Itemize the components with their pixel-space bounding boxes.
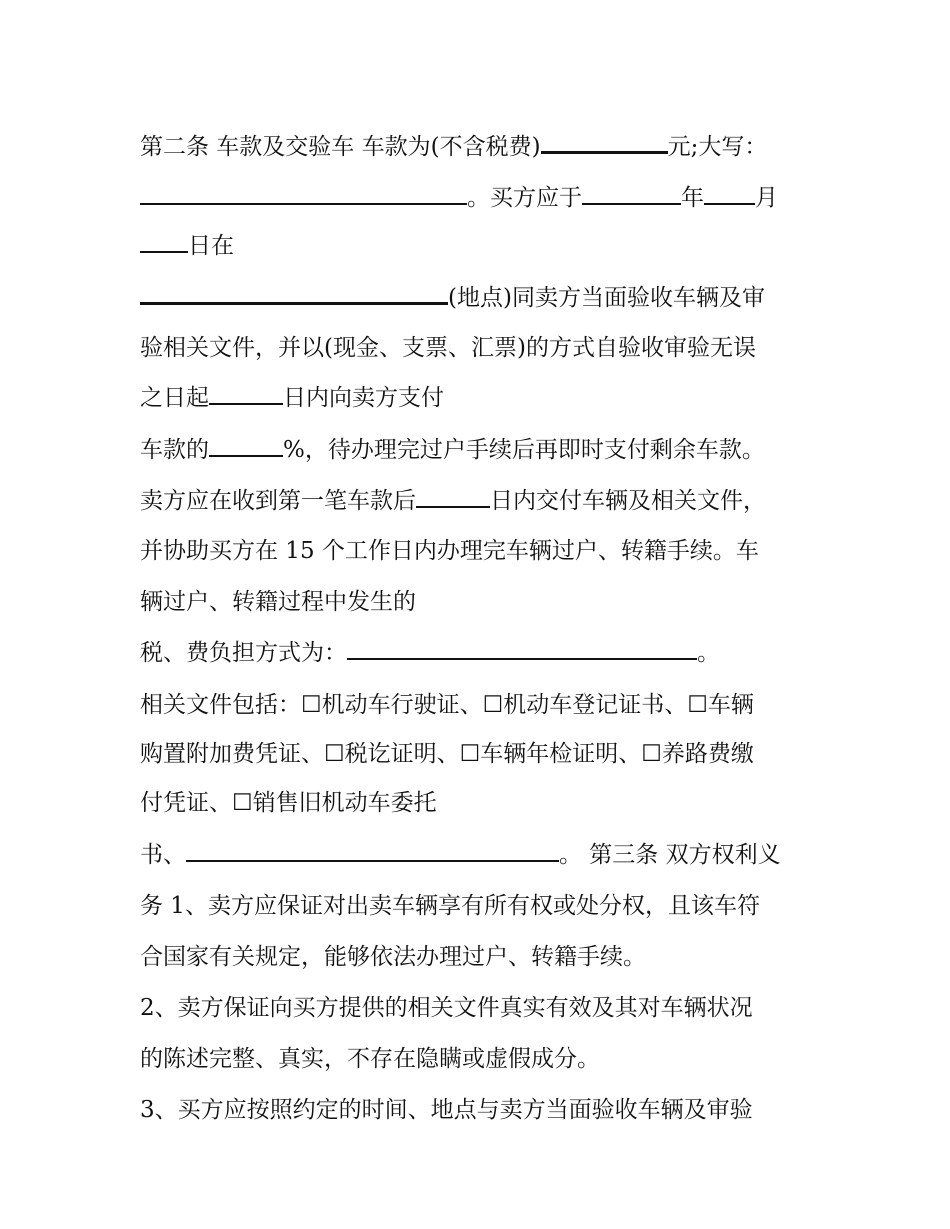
text-segment: 日内交付车辆及相关文件， — [490, 488, 766, 514]
text-segment: 年 — [681, 185, 704, 211]
text-line — [140, 534, 820, 568]
text-line — [140, 585, 820, 619]
text-line — [140, 229, 820, 263]
text-segment: 并协助买方在 15 个工作日内办理完车辆过户、转籍手续。车 — [140, 538, 759, 564]
text-line — [140, 1093, 820, 1127]
text-segment: 。买方应于 — [467, 185, 582, 211]
text-segment: 。 — [697, 640, 720, 666]
text-segment: 元;大写： — [667, 134, 768, 160]
text-segment: 书、 — [140, 842, 186, 868]
fill-in-blank — [209, 383, 283, 405]
text-segment: 卖方应在收到第一笔车款后 — [140, 488, 416, 514]
fill-in-blank — [704, 183, 755, 205]
text-line — [140, 381, 820, 415]
text-segment: 之日起 — [140, 385, 209, 411]
fill-in-blank — [140, 231, 188, 253]
text-line — [140, 636, 820, 670]
fill-in-blank — [140, 282, 448, 305]
text-line — [140, 484, 820, 518]
text-segment: 购置附加费凭证、☐税讫证明、☐车辆年检证明、☐养路费缴 — [140, 741, 754, 767]
text-segment: 。 第三条 双方权利义 — [559, 842, 781, 868]
text-line — [140, 331, 820, 365]
text-line — [140, 130, 820, 164]
fill-in-blank — [209, 435, 283, 457]
text-segment: 付凭证、☐销售旧机动车委托 — [140, 790, 437, 816]
text-segment: 日在 — [188, 233, 234, 259]
text-segment: 月 — [755, 185, 778, 211]
text-segment: 务 1、卖方应保证对出卖车辆享有所有权或处分权，且该车符 — [140, 893, 760, 919]
text-line — [140, 181, 820, 215]
text-line — [140, 433, 820, 467]
text-line — [140, 838, 820, 872]
text-line — [140, 889, 820, 923]
text-segment: 税、费负担方式为： — [140, 640, 347, 666]
text-line — [140, 281, 820, 315]
text-segment: 第二条 车款及交验车 车款为(不含税费) — [140, 134, 541, 160]
text-line — [140, 786, 820, 820]
text-segment: 车款的 — [140, 437, 209, 463]
text-segment: 2、卖方保证向买方提供的相关文件真实有效及其对车辆状况 — [140, 995, 753, 1021]
text-segment: 合国家有关规定，能够依法办理过户、转籍手续。 — [140, 944, 646, 970]
text-segment: 的陈述完整、真实，不存在隐瞒或虚假成分。 — [140, 1046, 600, 1072]
text-line — [140, 940, 820, 974]
text-segment: 日内向卖方支付 — [283, 385, 444, 411]
text-line — [140, 688, 820, 722]
text-segment: 3、买方应按照约定的时间、地点与卖方当面验收车辆及审验 — [140, 1097, 753, 1123]
fill-in-blank — [186, 840, 559, 862]
text-segment: 验相关文件，并以(现金、支票、汇票)的方式自验收审验无误 — [140, 335, 756, 361]
fill-in-blank — [347, 638, 697, 660]
text-line — [140, 737, 820, 771]
fill-in-blank — [416, 486, 490, 508]
text-segment: (地点)同卖方当面验收车辆及审 — [448, 285, 765, 311]
fill-in-blank — [582, 183, 681, 205]
text-segment: %，待办理完过户手续后再即时支付剩余车款。 — [283, 437, 765, 463]
text-segment: 辆过户、转籍过程中发生的 — [140, 589, 416, 615]
text-line — [140, 1042, 820, 1076]
text-line — [140, 991, 820, 1025]
fill-in-blank — [140, 183, 467, 205]
text-segment: 相关文件包括：☐机动车行驶证、☐机动车登记证书、☐车辆 — [140, 692, 754, 718]
fill-in-blank — [541, 131, 668, 154]
